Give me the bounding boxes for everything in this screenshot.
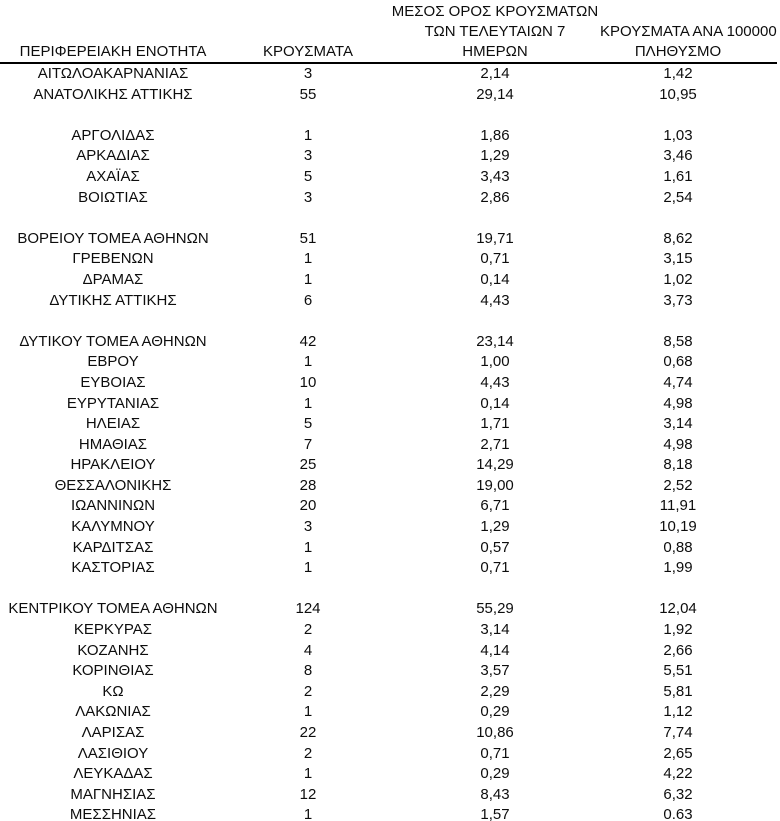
avg7-cell: 2,29	[480, 682, 510, 700]
table-row	[0, 352, 756, 373]
avg7-cell: 4,43	[480, 291, 510, 309]
region-cell: ΚΕΝΤΡΙΚΟΥ ΤΟΜΕΑ ΑΘΗΝΩΝ	[8, 600, 218, 618]
avg7-cell: 2,86	[480, 188, 510, 206]
table-row	[0, 146, 756, 167]
avg7-cell: 23,14	[476, 332, 514, 350]
cases-cell: 22	[299, 724, 317, 741]
per100k-cell: 10,19	[659, 518, 697, 536]
avg7-cell: 2,14	[480, 65, 510, 82]
cases-cell: 5	[303, 415, 313, 433]
column-header-region	[0, 42, 226, 62]
table-row	[0, 723, 756, 744]
per100k-cell: 1,61	[663, 167, 693, 185]
per100k-cell: 4,22	[663, 765, 693, 783]
table-row	[0, 785, 756, 806]
cases-cell: 1	[303, 559, 313, 577]
table-row	[0, 414, 756, 435]
avg7-cell: 4,14	[480, 641, 510, 659]
cases-cell: 20	[299, 497, 317, 515]
region-cell: ΛΕΥΚΑΔΑΣ	[73, 765, 153, 783]
cases-cell: 51	[299, 229, 317, 247]
avg7-cell: 0,29	[480, 703, 510, 721]
region-cell: ΚΑΛΥΜΝΟΥ	[71, 518, 155, 536]
cases-cell: 10	[299, 373, 317, 391]
avg7-cell: 29,14	[476, 85, 514, 103]
avg7-cell: 6,71	[480, 497, 510, 515]
cases-cell: 3	[303, 65, 313, 82]
table-row	[0, 373, 756, 394]
cases-cell: 2	[303, 621, 313, 639]
table-row	[0, 641, 756, 662]
cases-cell: 2	[303, 744, 313, 762]
avg7-cell: 8,43	[480, 785, 510, 803]
avg7-cell: 1,86	[480, 126, 510, 144]
per100k-cell: 0.63	[663, 806, 693, 821]
table-row	[0, 764, 756, 785]
per100k-cell: 2,54	[663, 188, 693, 206]
table-row	[0, 394, 756, 415]
table-row	[0, 558, 756, 579]
region-cell: ΘΕΣΣΑΛΟΝΙΚΗΣ	[54, 476, 172, 494]
region-cell: ΗΛΕΙΑΣ	[85, 415, 141, 433]
per100k-cell: 1,92	[663, 621, 693, 639]
per100k-cell: 3,73	[663, 291, 693, 309]
cases-cell: 8	[303, 662, 313, 680]
cases-cell: 124	[295, 600, 321, 618]
region-cell: ΑΡΓΟΛΙΔΑΣ	[71, 126, 155, 144]
table-row	[0, 332, 756, 353]
cases-cell: 1	[303, 765, 313, 783]
table-row	[0, 496, 756, 517]
avg7-cell: 0,71	[480, 559, 510, 577]
region-cell: ΜΑΓΝΗΣΙΑΣ	[70, 785, 156, 803]
avg7-cell: 1,29	[480, 147, 510, 165]
table-row	[0, 702, 756, 723]
per100k-cell: 3,15	[663, 250, 693, 268]
table-gap-row	[0, 579, 756, 600]
per100k-cell: 5,81	[663, 682, 693, 700]
table-row	[0, 229, 756, 250]
cases-cell: 1	[303, 703, 313, 721]
table-row	[0, 517, 756, 538]
region-cell: ΔΥΤΙΚΗΣ ΑΤΤΙΚΗΣ	[49, 291, 177, 309]
region-cell: ΛΑΣΙΘΙΟΥ	[77, 744, 149, 762]
per100k-cell: 3,14	[663, 415, 693, 433]
table-row	[0, 126, 756, 147]
avg7-cell: 1,71	[480, 415, 510, 433]
region-cell: ΑΝΑΤΟΛΙΚΗΣ ΑΤΤΙΚΗΣ	[33, 85, 193, 103]
per100k-cell: 2,65	[663, 744, 693, 762]
per100k-cell: 1,12	[663, 703, 693, 721]
cases-cell: 3	[303, 188, 313, 206]
table-row	[0, 805, 756, 821]
per100k-cell: 2,52	[663, 476, 693, 494]
avg7-cell: 19,00	[476, 476, 514, 494]
cases-cell: 12	[299, 785, 317, 803]
cases-cell: 1	[303, 394, 313, 412]
avg7-cell: 1,00	[480, 353, 510, 371]
cases-cell: 1	[303, 538, 313, 556]
per100k-cell: 4,98	[663, 394, 693, 412]
avg7-cell: 1,57	[480, 806, 510, 821]
per100k-cell: 1,03	[663, 126, 693, 144]
region-cell: ΚΕΡΚΥΡΑΣ	[73, 621, 153, 639]
cases-cell: 1	[303, 126, 313, 144]
cases-cell: 42	[299, 332, 317, 350]
cases-cell: 7	[303, 435, 313, 453]
avg7-cell: 3,57	[480, 662, 510, 680]
region-cell: ΕΥΒΟΙΑΣ	[80, 373, 146, 391]
avg7-cell: 2,71	[480, 435, 510, 453]
cases-cell: 4	[303, 641, 313, 659]
per100k-cell: 1,02	[663, 270, 693, 288]
table-row	[0, 249, 756, 270]
cases-cell: 1	[303, 270, 313, 288]
region-cell: ΚΑΡΔΙΤΣΑΣ	[72, 538, 154, 556]
per100k-cell: 3,46	[663, 147, 693, 165]
region-cell: ΒΟΡΕΙΟΥ ΤΟΜΕΑ ΑΘΗΝΩΝ	[17, 229, 209, 247]
region-cell: ΕΥΡΥΤΑΝΙΑΣ	[66, 394, 160, 412]
region-cell: ΜΕΣΣΗΝΙΑΣ	[69, 806, 157, 821]
region-cell: ΔΡΑΜΑΣ	[82, 270, 144, 288]
region-cell: ΚΩ	[102, 682, 124, 700]
avg7-cell: 3,14	[480, 621, 510, 639]
per100k-cell: 4,98	[663, 435, 693, 453]
table-row	[0, 682, 756, 703]
region-cell: ΑΙΤΩΛΟΑΚΑΡΝΑΝΙΑΣ	[37, 65, 189, 82]
region-cell: ΚΟΖΑΝΗΣ	[77, 641, 149, 659]
region-cell: ΑΧΑΪΑΣ	[86, 167, 140, 185]
per100k-cell: 6,32	[663, 785, 693, 803]
avg7-cell: 4,43	[480, 373, 510, 391]
region-cell: ΕΒΡΟΥ	[87, 353, 139, 371]
table-gap-row	[0, 208, 756, 229]
column-header-per100k-line1: ΚΡΟΥΣΜΑΤΑ ΑΝΑ 100000	[600, 23, 777, 40]
avg7-cell: 0,14	[480, 270, 510, 288]
cases-cell: 25	[299, 456, 317, 474]
column-header-per100k-line2: ΠΛΗΘΥΣΜΟ	[634, 43, 722, 60]
table-row	[0, 291, 756, 312]
per100k-cell: 1,42	[663, 65, 693, 82]
cases-cell: 1	[303, 353, 313, 371]
table-row	[0, 85, 756, 106]
table-row	[0, 538, 756, 559]
per100k-cell: 11,91	[659, 497, 697, 515]
cases-cell: 1	[303, 806, 313, 821]
table-row	[0, 270, 756, 291]
table-row	[0, 435, 756, 456]
cases-cell: 3	[303, 518, 313, 536]
cases-cell: 2	[303, 682, 313, 700]
table-row	[0, 661, 756, 682]
avg7-cell: 0,29	[480, 765, 510, 783]
avg7-cell: 10,86	[476, 724, 514, 741]
cases-cell: 28	[299, 476, 317, 494]
per100k-cell: 2,66	[663, 641, 693, 659]
cases-cell: 55	[299, 85, 317, 103]
column-header-region-label: ΠΕΡΙΦΕΡΕΙΑΚΗ ΕΝΟΤΗΤΑ	[19, 43, 207, 60]
per100k-cell: 8,58	[663, 332, 693, 350]
table-row	[0, 64, 756, 85]
avg7-cell: 1,29	[480, 518, 510, 536]
column-header-avg7-line2: ΤΩΝ ΤΕΛΕΥΤΑΙΩΝ 7	[424, 23, 566, 40]
column-header-avg7-line3: ΗΜΕΡΩΝ	[462, 43, 528, 60]
region-cell: ΛΑΚΩΝΙΑΣ	[75, 703, 151, 721]
table-row	[0, 744, 756, 765]
avg7-cell: 0,14	[480, 394, 510, 412]
cases-cell: 3	[303, 147, 313, 165]
region-cell: ΗΜΑΘΙΑΣ	[78, 435, 148, 453]
region-cell: ΚΑΣΤΟΡΙΑΣ	[71, 559, 155, 577]
region-cell: ΔΥΤΙΚΟΥ ΤΟΜΕΑ ΑΘΗΝΩΝ	[19, 332, 207, 350]
per100k-cell: 0,68	[663, 353, 693, 371]
per100k-cell: 7,74	[663, 724, 693, 741]
table-row	[0, 599, 756, 620]
per100k-cell: 8,62	[663, 229, 693, 247]
avg7-cell: 3,43	[480, 167, 510, 185]
region-cell: ΛΑΡΙΣΑΣ	[81, 724, 145, 741]
table-row	[0, 620, 756, 641]
table-body	[0, 64, 756, 821]
region-cell: ΗΡΑΚΛΕΙΟΥ	[70, 456, 156, 474]
column-header-cases-label: ΚΡΟΥΣΜΑΤΑ	[263, 43, 353, 60]
column-header-cases	[226, 42, 390, 62]
per100k-cell: 1,99	[663, 559, 693, 577]
table-row	[0, 455, 756, 476]
per100k-cell: 4,74	[663, 373, 693, 391]
table-row	[0, 188, 756, 209]
per100k-cell: 12,04	[659, 600, 697, 618]
avg7-cell: 19,71	[476, 229, 514, 247]
per100k-cell: 10,95	[659, 85, 697, 103]
region-cell: ΙΩΑΝΝΙΝΩΝ	[70, 497, 156, 515]
cases-cell: 1	[303, 250, 313, 268]
region-cell: ΒΟΙΩΤΙΑΣ	[78, 188, 148, 206]
table-row	[0, 476, 756, 497]
avg7-cell: 0,57	[480, 538, 510, 556]
avg7-cell: 0,71	[480, 250, 510, 268]
table-gap-row	[0, 105, 756, 126]
region-cell: ΑΡΚΑΔΙΑΣ	[76, 147, 150, 165]
region-cell: ΚΟΡΙΝΘΙΑΣ	[72, 662, 154, 680]
region-cell: ΓΡΕΒΕΝΩΝ	[72, 250, 154, 268]
per100k-cell: 8,18	[663, 456, 693, 474]
per100k-cell: 5,51	[663, 662, 693, 680]
table-gap-row	[0, 311, 756, 332]
table-header	[0, 0, 777, 64]
avg7-cell: 55,29	[476, 600, 514, 618]
column-header-avg7-line1: ΜΕΣΟΣ ΟΡΟΣ ΚΡΟΥΣΜΑΤΩΝ	[391, 3, 599, 20]
per100k-cell: 0,88	[663, 538, 693, 556]
cases-cell: 6	[303, 291, 313, 309]
table-row	[0, 167, 756, 188]
avg7-cell: 0,71	[480, 744, 510, 762]
avg7-cell: 14,29	[476, 456, 514, 474]
cases-cell: 5	[303, 167, 313, 185]
column-header-avg7	[390, 2, 600, 62]
column-header-per100k	[600, 22, 777, 62]
